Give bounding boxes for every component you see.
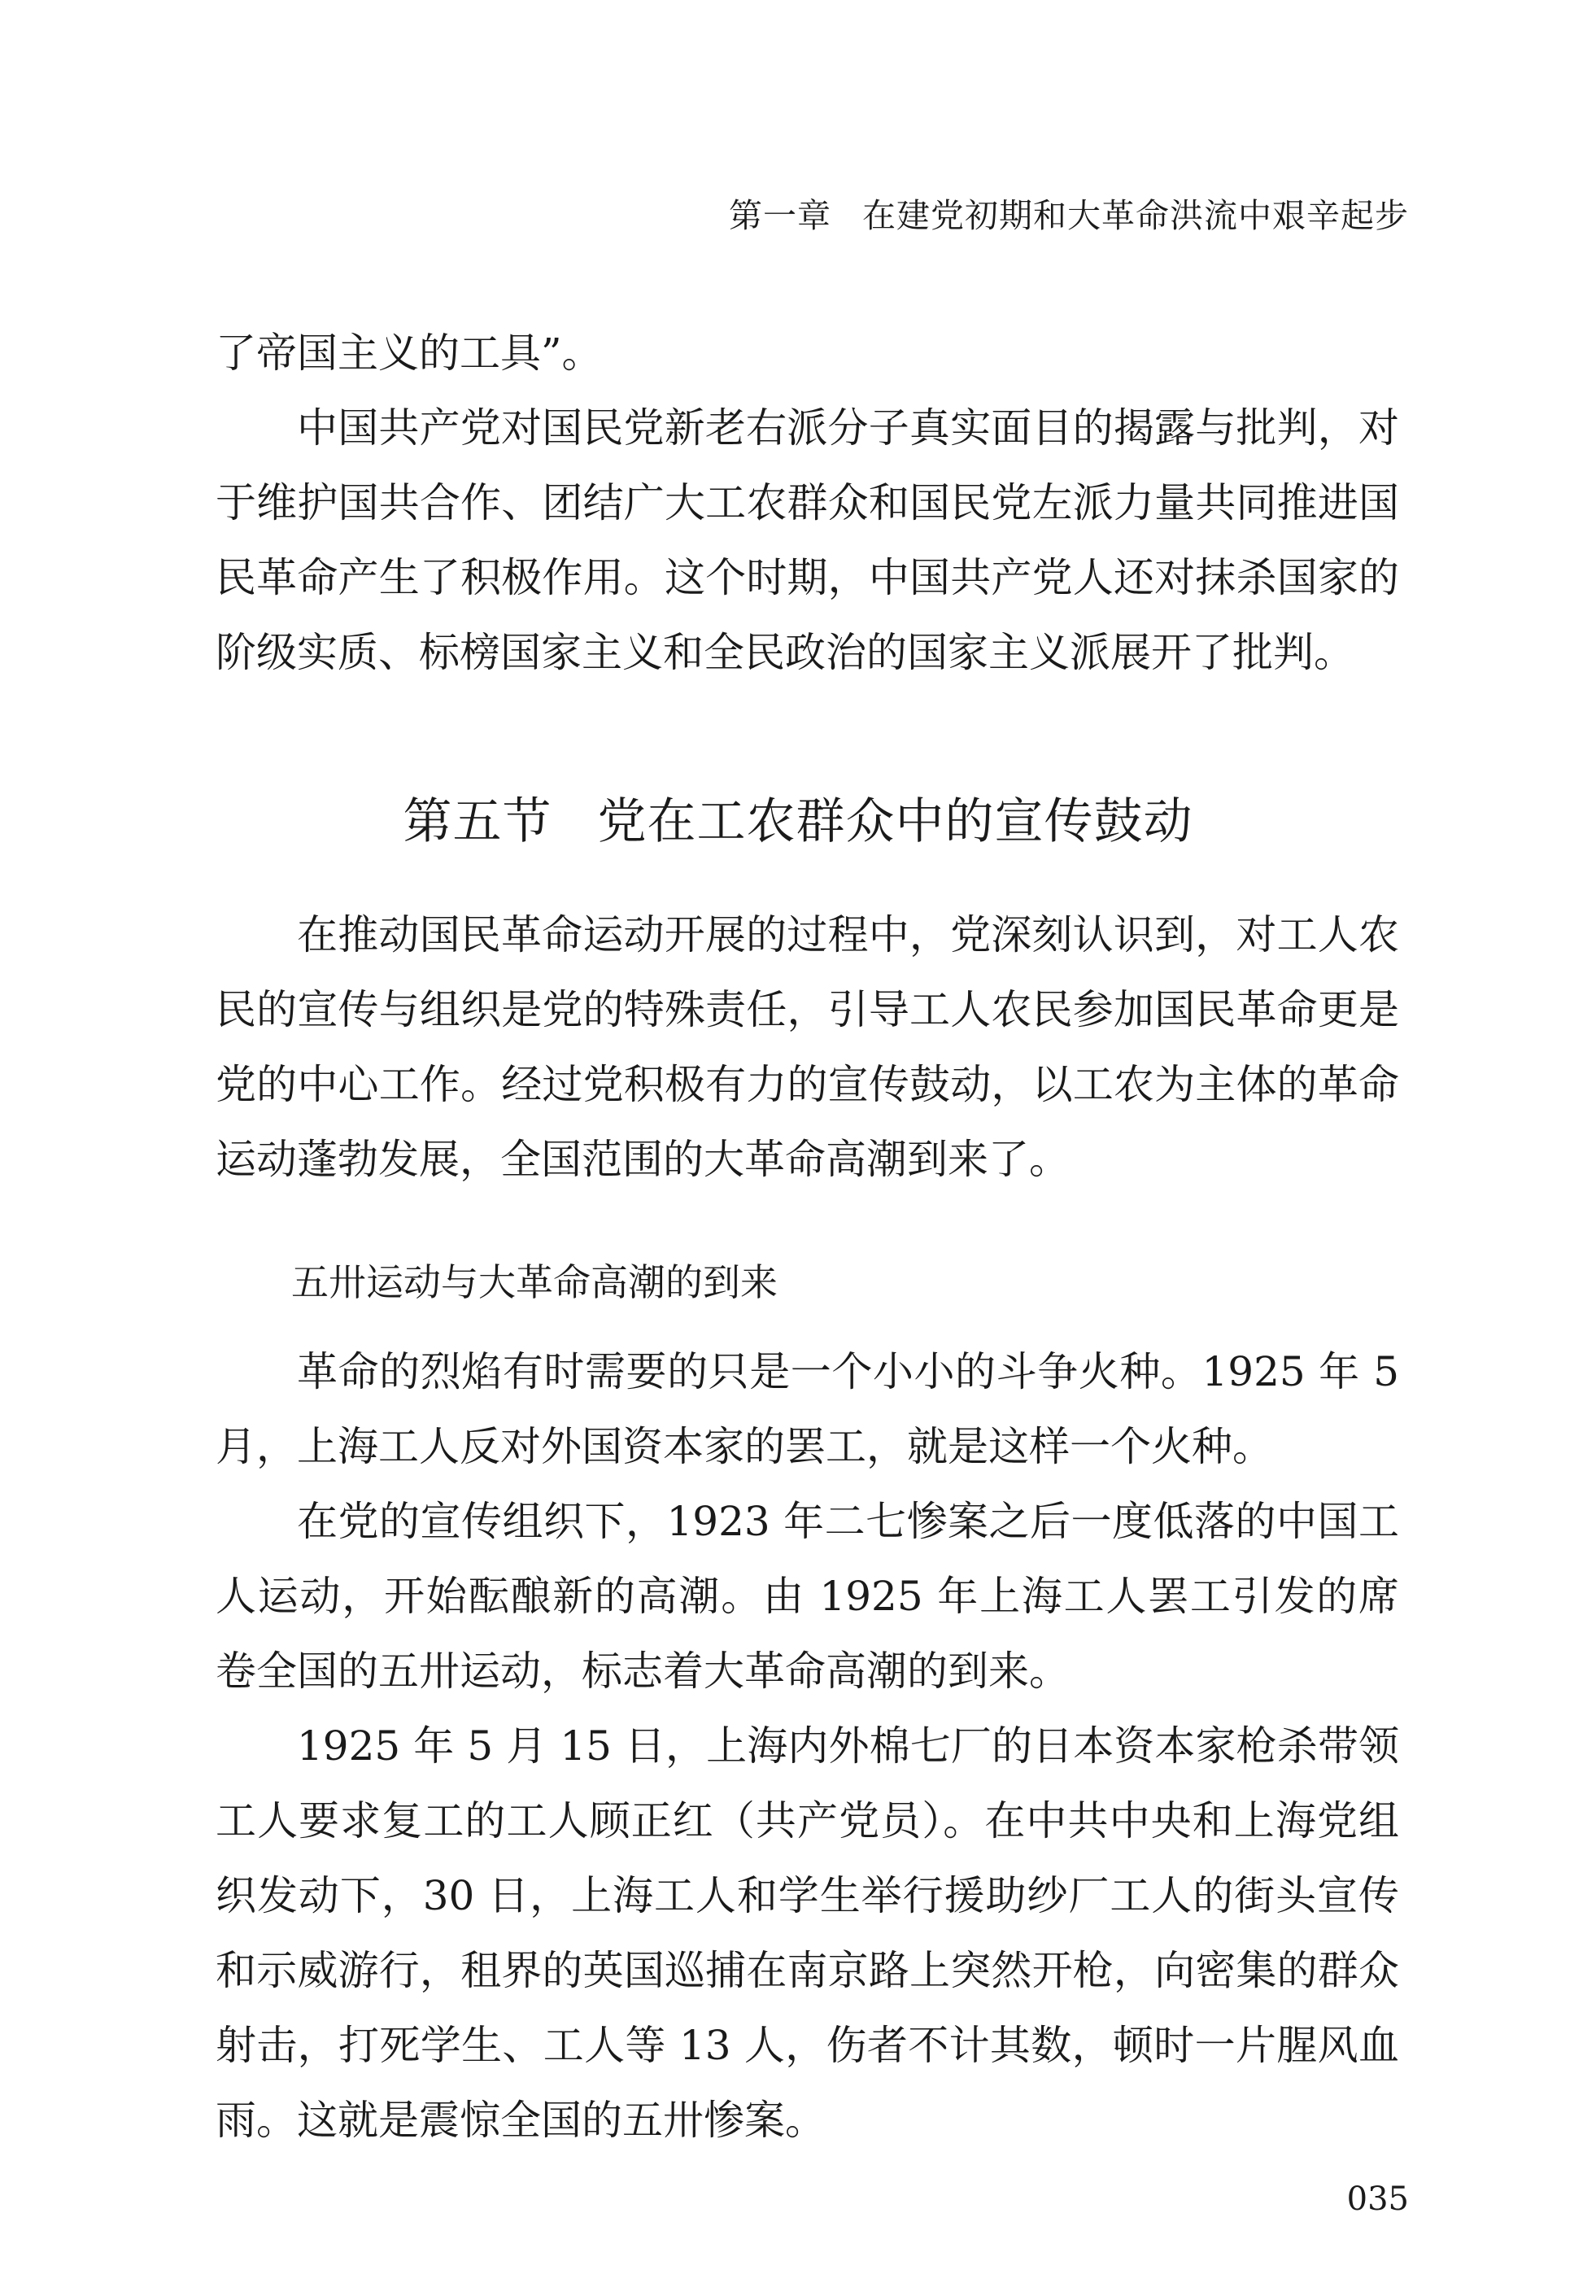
text-block-may30 xyxy=(216,1334,1399,2158)
section-title: 党在工农群众中的宣传鼓动 xyxy=(597,793,1193,850)
text-block-section-intro xyxy=(216,897,1399,1197)
section-heading xyxy=(0,783,1596,853)
paragraph: 中国共产党对国民党新老右派分子真实面目的揭露与批判，对于维护国共合作、团结广大工农群众和国民党左派力量共同推进国民革命产生了积极作用。这个时期，中国共产党人还对抹杀国家的阶级实质、标榜国家主义和全民政治的国家主义派展开了批判。 xyxy=(216,404,1399,676)
text-block-intro xyxy=(216,316,1399,690)
paragraph: 在党的宣传组织下，1923 年二七惨案之后一度低落的中国工人运动，开始酝酿新的高潮。由 1925 年上海工人罢工引发的席卷全国的五卅运动，标志着大革命高潮的到来。 xyxy=(216,1498,1399,1695)
running-header xyxy=(729,189,1409,237)
chapter-title: 在建党初期和大革命洪流中艰辛起步 xyxy=(862,196,1409,235)
section-number: 第五节 xyxy=(403,793,552,850)
paragraph: 革命的烈焰有时需要的只是一个小小的斗争火种。1925 年 5 月，上海工人反对外国资本家的罢工，就是这样一个火种。 xyxy=(216,1348,1399,1470)
chapter-number: 第一章 xyxy=(729,196,831,235)
paragraph: 1925 年 5 月 15 日，上海内外棉七厂的日本资本家枪杀带领工人要求复工的工人顾正红（共产党员）。在中共中央和上海党组织发动下，30 日，上海工人和学生举行援助纱厂工人的街头宣传和示威游行，租界的英国巡捕在南京路上突然开枪，向密集的群众射击，打死学生、工人等 13 人，伤者不计其数，顿时一片腥风血雨。这就是震惊全国的五卅惨案。 xyxy=(216,1722,1399,2144)
paragraph: 了帝国主义的工具”。 xyxy=(216,330,603,377)
page-number: 035 xyxy=(1346,2180,1409,2218)
subsection-heading: 五卅运动与大革命高潮的到来 xyxy=(291,1260,778,1304)
paragraph: 在推动国民革命运动开展的过程中，党深刻认识到，对工人农民的宣传与组织是党的特殊责任，引导工人农民参加国民革命更是党的中心工作。经过党积极有力的宣传鼓动，以工农为主体的革命运动蓬勃发展，全国范围的大革命高潮到来了。 xyxy=(216,911,1399,1183)
